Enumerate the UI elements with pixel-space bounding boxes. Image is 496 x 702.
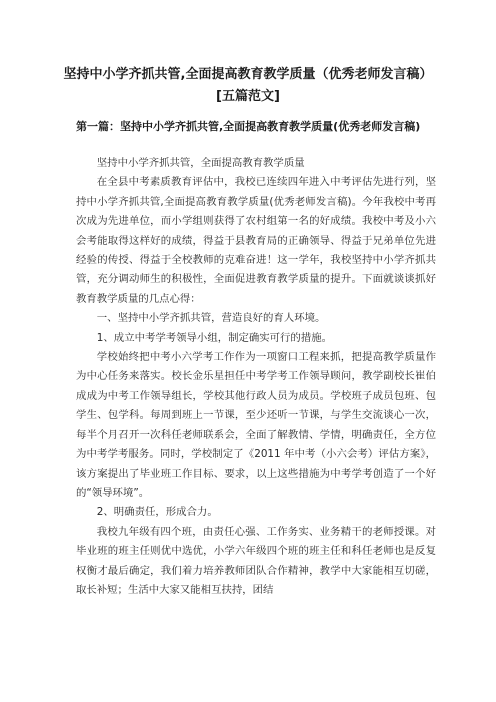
paragraph-item-two: 2、明确责任，形成合力。: [96, 506, 218, 519]
paragraph-item-one-detail: 学校始终把中考小六学考工作作为一项窗口工程来抓，把提高教学质量作为中心任务来落实。校长金乐星担任中考学考工作领导顾问，教学副校长崔伯成成为中考工作领导组长，学校其他行政人员为成员。学校班子成员包班、包学生、包学科。每周到班上一节课，至少还听一节课，与学生交流谈心一次，每半个月召开一次科任老师联系会，全面了解教情、学情，明确责任，全方位为中考学考服务。同时，学校制定了《2011 年中考（小六会考）评估方案》，该方案提出了毕业班工作目标、要求，以上这些措施为中考学考创造了一个好的“领导环境”。: [76, 351, 436, 499]
document-title: 坚持中小学齐抓共管,全面提高教育教学质量（优秀老师发言稿）[五篇范文]: [63, 67, 433, 104]
document-body: [76, 154, 436, 600]
paragraph-item-one: 1、成立中考学考领导小组，制定确实可行的措施。: [96, 331, 332, 344]
paragraph-intro: 在全县中考素质教育评估中，我校已连续四年进入中考评估先进行列，坚持中小学齐抓共管,全面提高教育教学质量(优秀老师发言稿)。今年我校中考再次成为先进单位，而小学组则获得了农村组第一名的好成绩。我校中考及小六会考能取得这样好的成绩，得益于县教育局的正确领导、得益于兄弟单位先进经验的传授、得益于全校教师的克难奋进！这一学年，我校坚持中小学齐抓共管，充分调动师生的积极性，全面促进教育教学质量的提升。下面就谈谈抓好教育教学质量的几点心得：: [76, 176, 436, 305]
paragraph-point-one: 一、坚持中小学齐抓共管，营造良好的育人环境。: [96, 312, 326, 325]
paragraph-item-two-detail: 我校九年级有四个班，由责任心强、工作务实、业务精干的老师授课。对毕业班的班主任则优中选优，小学六年级四个班的班主任和科任老师也是反复权衡才最后确定，我们着力培养教师团队合作精神，教学中大家能相互切磋，取长补短；生活中大家又能相互扶持，团结: [76, 525, 436, 596]
paragraph-subtitle: 坚持中小学齐抓共管，全面提高教育教学质量: [96, 157, 305, 169]
section-heading: 第一篇：坚持中小学齐抓共管,全面提高教育教学质量(优秀老师发言稿): [76, 120, 421, 133]
